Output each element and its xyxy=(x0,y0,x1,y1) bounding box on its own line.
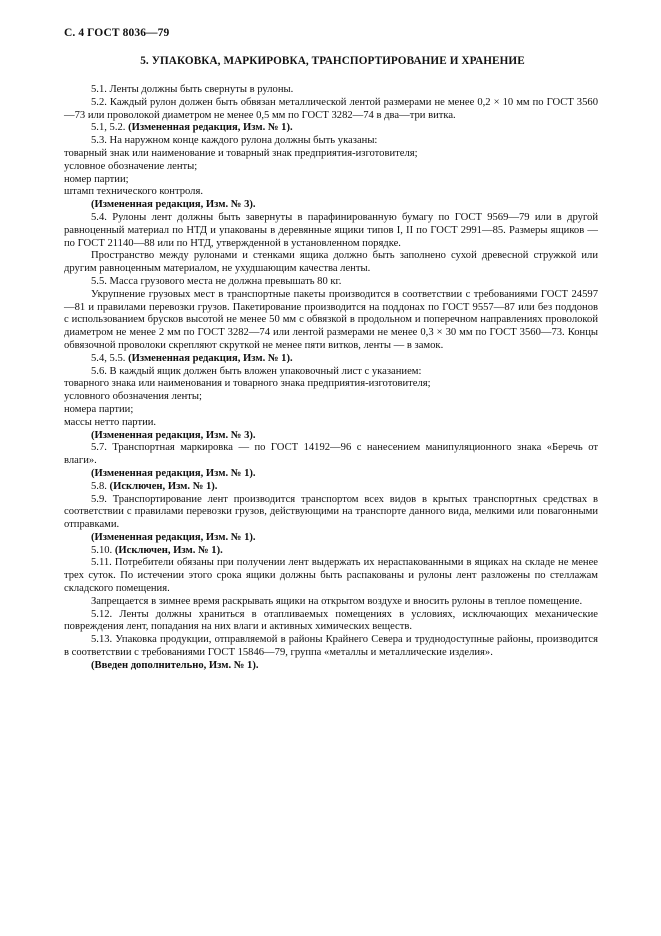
paragraph: 5.6. В каждый ящик должен быть вложен упаковочный лист с указанием: xyxy=(91,365,422,377)
clause-number: 5.4, 5.5. xyxy=(91,352,126,364)
list-item: условного обозначения ленты; xyxy=(64,391,202,403)
list-item: номер партии; xyxy=(64,173,129,185)
paragraph: 5.11. Потребители обязаны при получении лент выдержать их нераспакованными в ящиках на складе не менее трех суток. По истечении этого срока ящики должны быть распакованы и рулоны лент разложены по стеллажам складского помещения. xyxy=(64,557,598,595)
list-item: штамп технического контроля. xyxy=(64,186,203,198)
paragraph xyxy=(64,122,598,135)
paragraph: 5.4. Рулоны лент должны быть завернуты в парафинированную бумагу по ГОСТ 9569—79 или в другой равноценный материал по НТД и упакованы в деревянные ящики типов I, II по ГОСТ 2991—85. Размеры ящиков — по ГОСТ 21140—88 или по НТД, утвержденной в установленном порядке. xyxy=(64,211,598,249)
section-title: 5. УПАКОВКА, МАРКИРОВКА, ТРАНСПОРТИРОВАНИЕ И ХРАНЕНИЕ xyxy=(140,55,525,67)
body-text xyxy=(64,84,598,673)
list-item: массы нетто партии. xyxy=(64,416,157,428)
list-item: условное обозначение ленты; xyxy=(64,160,198,172)
clause-number: 5.1, 5.2. xyxy=(91,122,126,134)
amendment-note: (Измененная редакция, Изм. № 1). xyxy=(128,122,293,134)
clause-number: 5.8. xyxy=(91,480,107,492)
paragraph: 5.1. Ленты должны быть свернуты в рулоны. xyxy=(91,84,294,95)
list-item: номера партии; xyxy=(64,403,134,415)
amendment-note: (Измененная редакция, Изм. № 3). xyxy=(91,429,256,441)
paragraph: 5.12. Ленты должны храниться в отапливаемых помещениях в условиях, исключающих механические повреждения лент, попадания на них влаги и активных химических веществ. xyxy=(64,608,598,633)
list-item: товарный знак или наименование и товарный знак предприятия-изготовителя; xyxy=(64,147,418,159)
paragraph: 5.7. Транспортная маркировка — по ГОСТ 14192—96 с нанесением манипуляционного знака «Беречь от влаги». xyxy=(64,442,598,467)
list-item: товарного знака или наименования и товарного знака предприятия-изготовителя; xyxy=(64,378,431,390)
paragraph: Запрещается в зимнее время раскрывать ящики на открытом воздухе и вносить рулоны в теплое помещение. xyxy=(91,595,583,607)
amendment-note: (Исключен, Изм. № 1). xyxy=(114,544,223,556)
amendment-note: (Измененная редакция, Изм. № 1). xyxy=(128,352,293,364)
amendment-note: (Введен дополнительно, Изм. № 1). xyxy=(91,659,259,671)
paragraph: 5.9. Транспортирование лент производится транспортом всех видов в крытых транспортных средствах в соответствии с правилами перевозки грузов, действующими на транспорте данного вида, мелкими или повагонными отправками. xyxy=(64,493,598,531)
page-header: С. 4 ГОСТ 8036—79 xyxy=(64,27,170,39)
paragraph: Укрупнение грузовых мест в транспортные пакеты производится в соответствии с требованиями ГОСТ 24597—81 и правилами перевозки грузов. Пакетирование производится на поддонах по ГОСТ 9557—87 или без поддонов с использованием брусков высотой не менее 50 мм с обвязкой в продольном и поперечном направлениях проволокой диаметром не менее 2 мм по ГОСТ 3282—74 или лентой размерами не менее 0,3 × 30 мм по ГОСТ 3560—73. Концы обвязочной проволоки скрепляют скруткой не менее пяти витков, ленты — в замок. xyxy=(64,288,598,351)
amendment-note: (Измененная редакция, Изм. № 3). xyxy=(91,199,256,211)
paragraph xyxy=(64,545,598,558)
amendment-note: (Исключен, Изм. № 1). xyxy=(109,480,218,492)
paragraph: 5.2. Каждый рулон должен быть обвязан металлической лентой размерами не менее 0,2 × 10 мм по ГОСТ 3560—73 или проволокой диаметром не менее 0,5 мм по ГОСТ 3282—74 в два—три витка. xyxy=(64,96,598,121)
amendment-note: (Измененная редакция, Изм. № 1). xyxy=(91,467,256,479)
paragraph xyxy=(64,481,598,494)
paragraph xyxy=(64,353,598,366)
paragraph: 5.5. Масса грузового места не должна превышать 80 кг. xyxy=(91,275,342,287)
clause-number: 5.10. xyxy=(91,544,113,556)
amendment-note: (Измененная редакция, Изм. № 1). xyxy=(91,531,256,543)
paragraph: 5.3. На наружном конце каждого рулона должны быть указаны: xyxy=(91,135,378,147)
paragraph: Пространство между рулонами и стенками ящика должно быть заполнено сухой древесной стружкой или другим равноценным материалом, не ухудшающим качества ленты. xyxy=(64,250,598,275)
paragraph: 5.13. Упаковка продукции, отправляемой в районы Крайнего Севера и труднодоступные районы, производится в соответствии с требованиями ГОСТ 15846—79, группа «металлы и металлические изделия». xyxy=(64,634,598,659)
